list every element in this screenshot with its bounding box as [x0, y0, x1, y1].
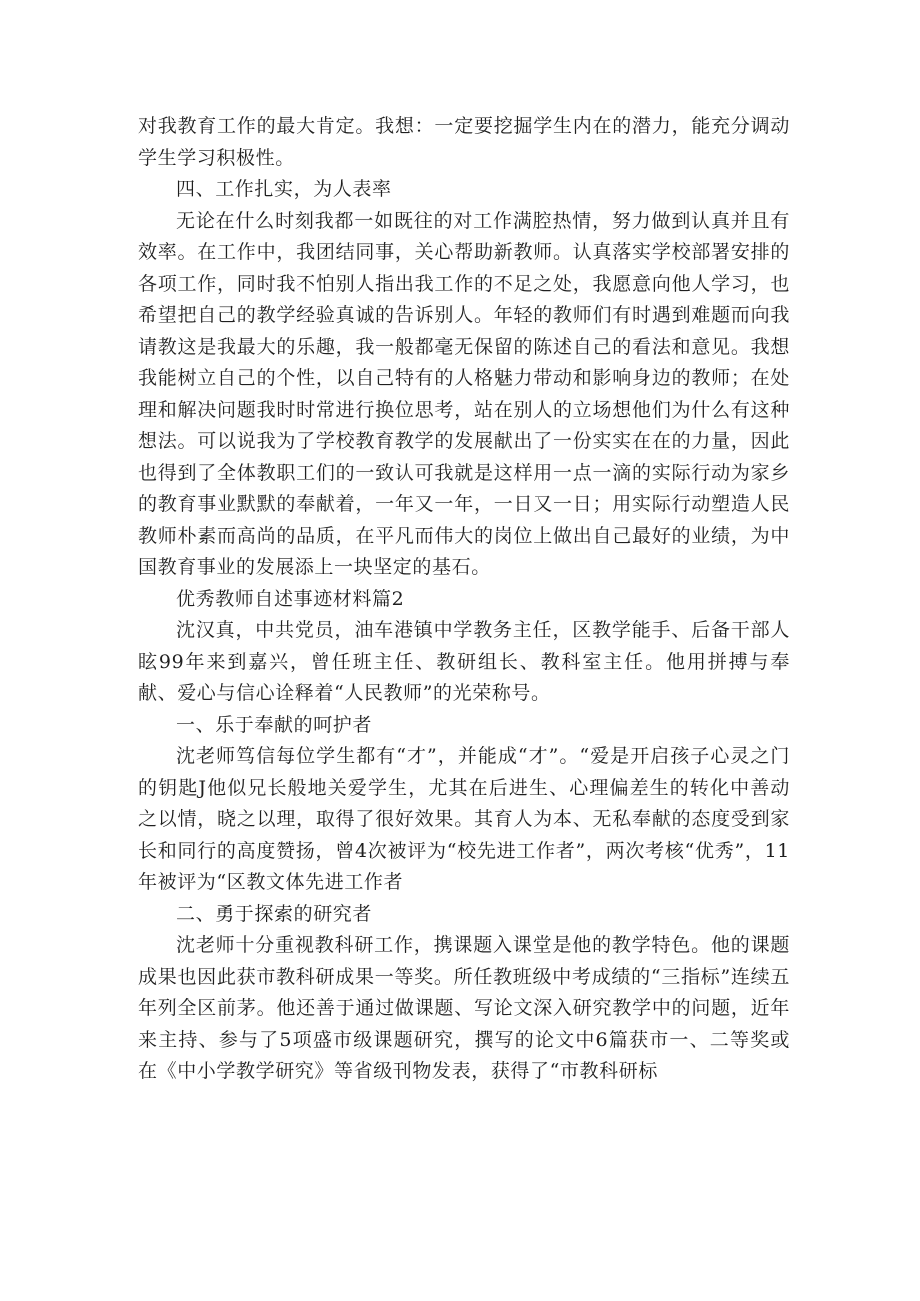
section-heading-work-solid: 四、工作扎实，为人表率 — [176, 178, 392, 200]
paragraph-caring-students: 沈老师笃信每位学生都有“才”，并能成“才”。“爱是开启孩子心灵之门的钥匙J他似兄长般地关爱学生，尤其在后进生、心理偏差生的转化中善动之以情，晓之以理，取得了很好效果。其育人为本、无私奉献的态度受到家长和同行的高度赞扬，曾4次被评为“校先进工作者”，两次考核“优秀”，11年被评为“区教文体先进工作者 — [138, 745, 790, 893]
paragraph-teacher-intro: 沈汉真，中共党员，油车港镇中学教务主任，区教学能手、后备干部人眩99年来到嘉兴，曾任班主任、教研组长、教科室主任。他用拼搏与奉献、爱心与信心诠释着“人民教师”的光荣称号。 — [138, 619, 790, 704]
paragraph-research-work: 沈老师十分重视教科研工作，携课题入课堂是他的教学特色。他的课题成果也因此获市教科研成果一等奖。所任教班级中考成绩的“三指标”连续五年列全区前茅。他还善于通过做课题、写论文深入研究教学中的问题，近年来主持、参与了5项盛市级课题研究，撰写的论文中6篇获市一、二等奖或在《中小学教学研究》等省级刊物发表，获得了“市教科研标 — [138, 934, 790, 1082]
article-title-part-2: 优秀教师自述事迹材料篇2 — [176, 587, 405, 610]
paragraph-continuation: 对我教育工作的最大肯定。我想：一定要挖掘学生内在的潜力，能充分调动学生学习积极性。 — [138, 115, 790, 169]
document-page — [138, 111, 790, 1088]
paragraph-work-enthusiasm: 无论在什么时刻我都一如既往的对工作满腔热情，努力做到认真并且有效率。在工作中，我团结同事，关心帮助新教师。认真落实学校部署安排的各项工作，同时我不怕别人指出我工作的不足之处，我愿意向他人学习，也希望把自己的教学经验真诚的告诉别人。年轻的教师们有时遇到难题而向我请教这是我最大的乐趣，我一般都毫无保留的陈述自己的看法和意见。我想我能树立自己的个性，以自己特有的人格魅力带动和影响身边的教师；在处理和解决问题我时时常进行换位思考，站在别人的立场想他们为什么有这种想法。可以说我为了学校教育教学的发展献出了一份实实在在的力量，因此也得到了全体教职工们的一致认可我就是这样用一点一滴的实际行动为家乡的教育事业默默的奉献着，一年又一年，一日又一日；用实际行动塑造人民教师朴素而高尚的品质，在平凡而伟大的岗位上做出自己最好的业绩，为中国教育事业的发展添上一块坚定的基石。 — [138, 209, 790, 578]
section-heading-dedicated-guardian: 一、乐于奉献的呵护者 — [176, 713, 373, 736]
section-heading-researcher: 二、勇于探索的研究者 — [176, 902, 373, 925]
